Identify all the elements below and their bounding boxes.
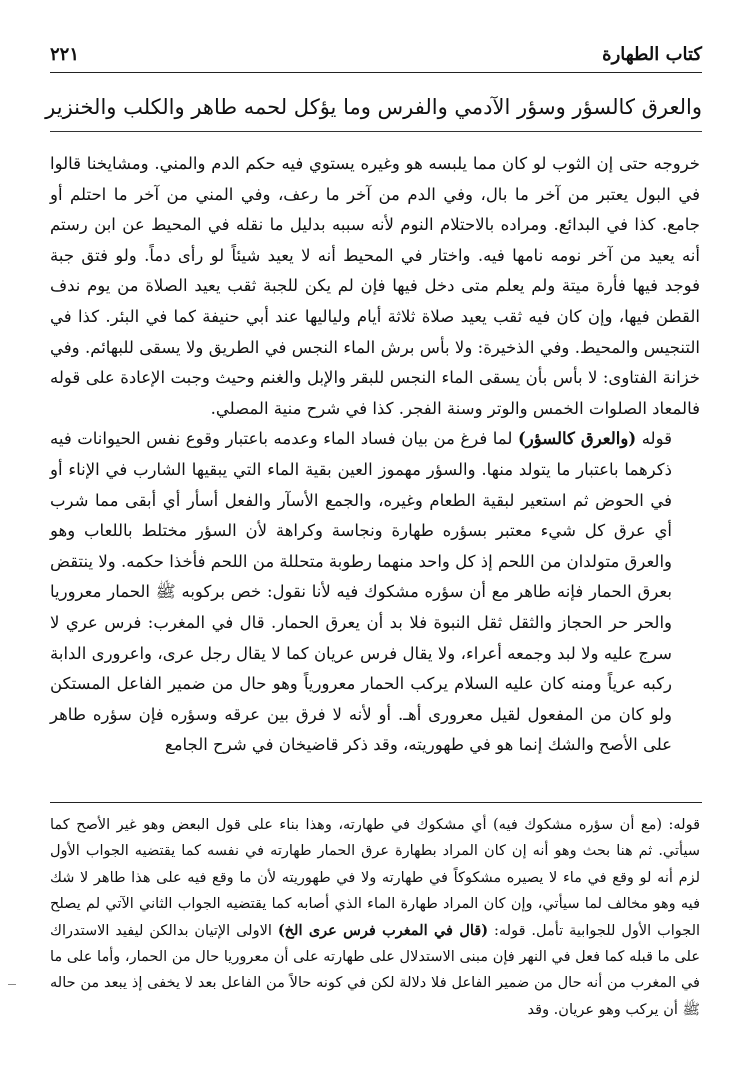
page-header xyxy=(50,44,702,70)
commentary-paragraph-1: خروجه حتى إن الثوب لو كان مما يلبسه هو وغيره يستوي فيه حكم الدم والمني. ومشايخنا قالوا في البول يعتبر من آخر ما بال، وفي الدم من آخر ما رعف، وفي المني من آخر ما احتلم أو جامع. كذا في البدائع. ومراده بالاحتلام النوم لأنه سببه بدليل ما نقله في المحيط عن ابن رستم أنه يعيد من آخر نومه نامها فيه. واختار في المحيط أنه لا يعيد شيئاً لو رأى دماً. ولو فتق جبة فوجد فيها فأرة ميتة ولم يعلم متى دخل فيها فإن لم يكن للجبة ثقب يعيد الصلاة من يوم ندف القطن فيها، وإن كان فيه ثقب يعيد صلاة ثلاثة أيام ولياليها عند أبي حنيفة كما في البئر. كذا في التنجيس والمحيط. وفي الذخيرة: ولا بأس برش الماء النجس في الطريق ولا يسقى للبهائم. وفي خزانة الفتاوى: لا بأس بأن يسقى الماء النجس للبقر والإبل والغنم وحيث وجبت الإعادة على قوله فالمعاد الصلوات الخمس والوتر وسنة الفجر. كذا في شرح منية المصلي. xyxy=(50,154,700,418)
margin-mark xyxy=(8,984,16,985)
commentary-paragraph-2 xyxy=(50,424,700,761)
matn-text: والعرق كالسؤر وسؤر الآدمي والفرس وما يؤكل لحمه طاهر والكلب والخنزير xyxy=(45,95,702,119)
footnote-text-1: قوله: (مع أن سؤره مشكوك فيه) أي مشكوك في طهارته، وهذا بناء على قول البعض وهو غير الأصح كما سيأتي. ثم هنا بحث وهو أنه إن كان المراد بطهارة عرق الحمار طهارته في نفسه كما يقتضيه الجواب الأول لزم أنه لو وقع في ماء لا يصيره مشكوكاً في طهارته ولا في طهوريته لأن ما وقع فيه على هذا طاهر لا شك فيه وهو مخالف لما سيأتي، وإن كان المراد طهارة الماء الذي أصابه كما يقتضيه الجواب الثاني الآتي لم يصلح الجواب الأول للجوابية تأمل. قوله: xyxy=(50,817,701,939)
commentary-body xyxy=(50,149,700,761)
commentary-paragraph-2-text: لما فرغ من بيان فساد الماء وعدمه باعتبار وقوع نفس الحيوانات فيه ذكرهما باعتبار ما يتولد منها. والسؤر مهموز العين بقية الماء التي يبقيها الشارب في الإناء أو في الحوض ثم استعير لبقية الطعام وغيره، والجمع الأسآر والفعل أسأر أي أبقى مما شرب أي عرق كل شيء معتبر بسؤره طهارة ونجاسة وكراهة لأن السؤر مختلط باللعاب وهو والعرق متولدان من اللحم إذ كل واحد منهما رطوبة متحللة من اللحم فأخذا حكمه. ولا ينتقض بعرق الحمار فإنه طاهر مع أن سؤره مشكوك فيه لأنا نقول: خص بركوبه ﷺ الحمار معروريا والحر حر الحجاز والثقل ثقل النبوة فلا بد أن يعرق الحمار. قال في المغرب: فرس عري لا سرج عليه ولا لبد وجمعه أعراء، ولا يقال فرس عريان كما لا يقال رجل عرى، واعرورى الدابة ركبه عرياً ومنه كان عليه السلام يركب الحمار معرورياً وهو حال من ضمير الفاعل المستكن ولو كان من المفعول لقيل معرورى أهـ. أو لأنه لا فرق بين عرقه وسؤره فإن سؤره طاهر على الأصح والشك إنما هو في طهوريته، وقد ذكر قاضيخان في شرح الجامع xyxy=(50,429,672,755)
qawl-label: قوله xyxy=(641,429,672,449)
footnote-block xyxy=(50,812,700,1023)
footnote-bold-quote: (قال في المغرب فرس عرى الخ) xyxy=(277,921,489,939)
footnote-divider xyxy=(50,802,702,803)
matn-divider xyxy=(50,131,702,132)
quoted-matn: (والعرق كالسؤر) xyxy=(517,429,637,449)
footnote-paragraph xyxy=(50,812,700,1023)
page-number: ٢٢١ xyxy=(50,44,80,65)
chapter-title: كتاب الطهارة xyxy=(602,44,702,65)
header-divider xyxy=(50,72,702,73)
footnote-text-2: الاولى الإتيان بدالكن ليفيد الاستدراك على ما قبله كما فعل في النهر فإن مبنى الاستدلال على طهارته على أن معروريا حال من الحمار، وأما على ما في المغرب من أنه حال من ضمير الفاعل فلا دلالة لكن في كونه حالاً من الفاعل بعد لا يخفى إذ يبعد من حاله ﷺ أن يركب وهو عريان. وقد xyxy=(50,922,700,1018)
